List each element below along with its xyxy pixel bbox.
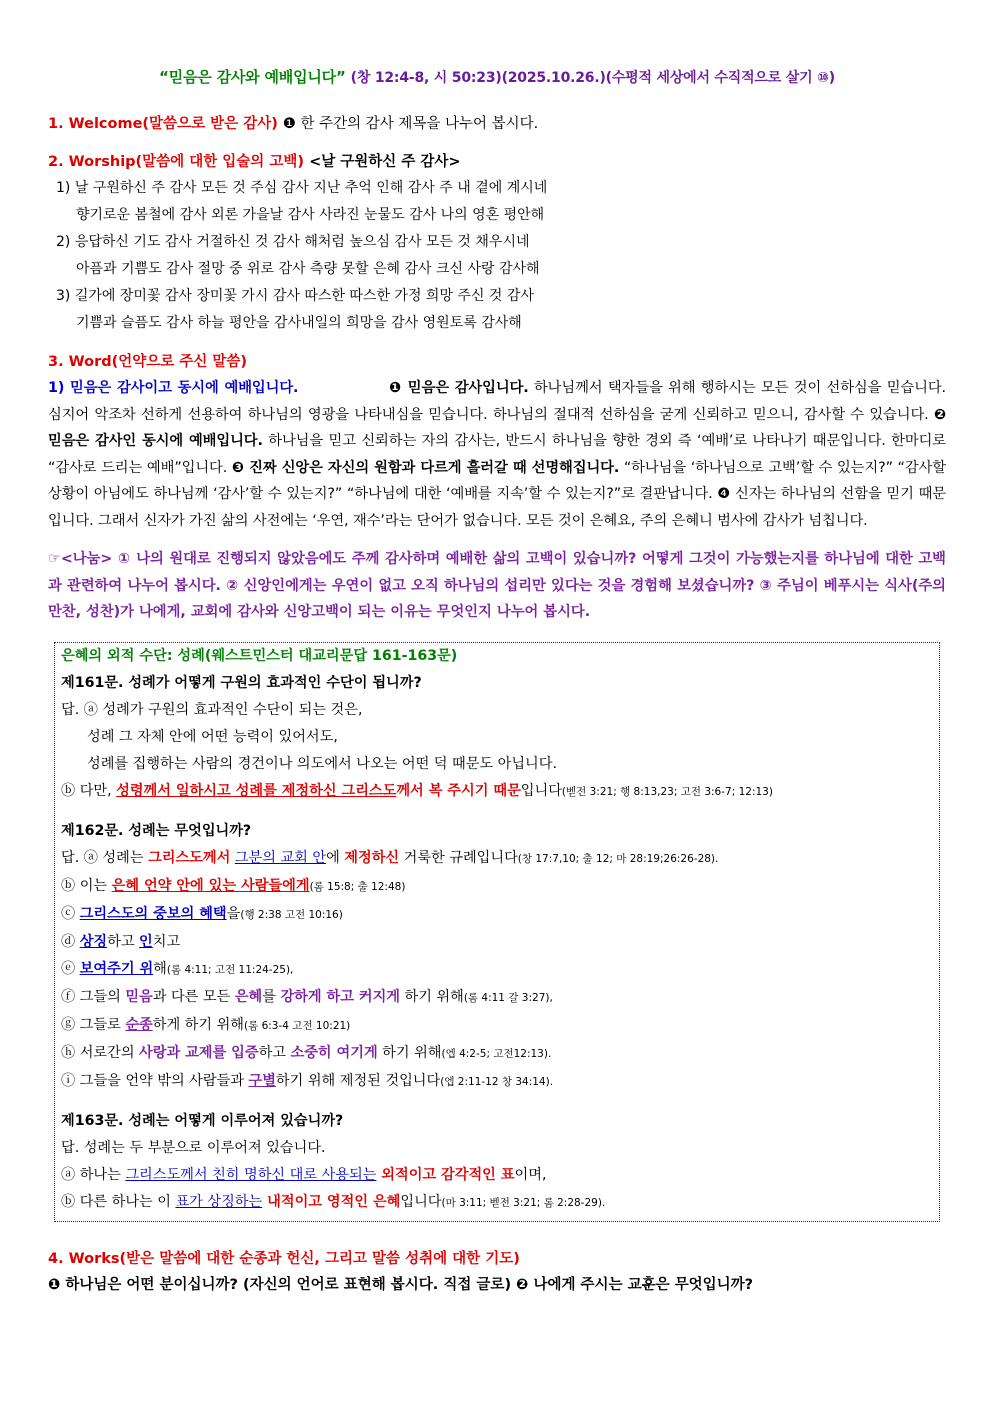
emphasis-text: 그분의 교회 안 <box>234 849 327 866</box>
scripture-ref: (롬 15:8; 출 12:48) <box>309 880 406 893</box>
emphasis-text: 제정하신 <box>344 849 400 866</box>
hymn-line: 1) 날 구원하신 주 감사 모든 것 주심 감사 지난 추억 인해 감사 주 내 곁에 계시네 <box>56 180 548 196</box>
answer-line: 성례 그 자체 안에 어떤 능력이 있어서도, <box>87 728 338 745</box>
answer-line: 성례를 집행하는 사람의 경건이나 의도에서 나오는 어떤 덕 때문도 아닙니다. <box>87 755 557 772</box>
answer-line: ⓒ 그리스도의 중보의 혜택을(행 2:38 고전 10:16) <box>61 905 343 922</box>
scripture-ref: (롬 4:11; 고전 11:24-25), <box>166 963 294 976</box>
answer-line: ⓓ 상징하고 인치고 <box>61 933 181 950</box>
question-162: 제162문. 성례는 무엇입니까? <box>61 822 252 839</box>
emphasis-text: 외적이고 감각적인 표 <box>376 1166 515 1183</box>
scripture-ref: (마 3:11; 벧전 3:21; 롬 2:28-29). <box>441 1196 606 1209</box>
point-3: ❸ 진짜 신앙은 자신의 원함과 다르게 흘러갈 때 선명해집니다. <box>231 459 620 476</box>
emphasis-text: 인 <box>139 933 153 950</box>
emphasis-text: 그리스도께서 친히 명하신 대로 사용되는 <box>125 1166 377 1183</box>
emphasis-text: 믿음 <box>125 988 153 1005</box>
scripture-ref: (롬 4:11 갈 3:27), <box>463 991 553 1004</box>
welcome-section <box>48 111 946 137</box>
answer-line: 답. 성례는 두 부분으로 이루어져 있습니다. <box>61 1139 326 1156</box>
emphasis-text: 상징 <box>79 933 108 950</box>
works-heading: 4. Works(받은 말씀에 대한 순종과 헌신, 그리고 말씀 성취에 대한 기도) <box>48 1250 520 1267</box>
works-questions: ❶ 하나님은 어떤 분이십니까? (자신의 언어로 표현해 봅시다. 직접 글로) ❷ 나에게 주시는 교훈은 무엇입니까? <box>48 1276 754 1293</box>
hymn-line: 기쁨과 슬픔도 감사 하늘 평안을 감사내일의 희망을 감사 영원토록 감사해 <box>76 315 522 331</box>
answer-line: ⓖ 그들로 순종하게 하기 위해(롬 6:3-4 고전 10:21) <box>61 1016 351 1033</box>
emphasis-text: 그리스도 <box>341 782 397 799</box>
point-1: ❶ 믿음은 감사입니다. <box>389 380 529 396</box>
answer-line: ⓔ 보여주기 위해(롬 4:11; 고전 11:24-25), <box>61 960 294 977</box>
worship-heading: 2. Worship(말씀에 대한 입술의 고백) <box>48 154 305 170</box>
title-reference: (창 12:4-8, 시 50:23)(2025.10.26.)(수평적 세상에서 수직적으로 살기 ⑩) <box>350 70 835 86</box>
title-main: “믿음은 감사와 예배입니다” <box>159 68 346 86</box>
answer-line: ⓐ 하나는 그리스도께서 친히 명하신 대로 사용되는 외적이고 감각적인 표이며, <box>61 1166 547 1183</box>
welcome-heading: 1. Welcome(말씀으로 받은 감사) <box>48 116 278 132</box>
scripture-ref: (행 2:38 고전 10:16) <box>240 908 343 921</box>
point-2: ❷ 믿음은 감사인 동시에 예배입니다. <box>48 406 946 449</box>
question-161: 제161문. 성례가 어떻게 구원의 효과적인 수단이 됩니까? <box>61 674 422 691</box>
point-2-text: 하나님을 믿고 신뢰하는 자의 감사는, 반드시 하나님을 향한 경외 즉 ‘예배’로 나타나기 때문입니다. 한마디로 “감사로 드리는 예배”입니다. <box>48 433 946 476</box>
word-heading: 3. Word(언약으로 주신 말씀) <box>48 354 248 370</box>
emphasis-text: 은혜 언약 안에 있는 사람들에게 <box>111 877 310 894</box>
box-heading: 은혜의 외적 수단: 성례(웨스트민스터 대교리문답 161-163문) <box>61 647 458 664</box>
worship-section <box>48 149 946 175</box>
page-title <box>48 66 946 87</box>
emphasis-text: 순종 <box>125 1016 153 1033</box>
hymn-line: 2) 응답하신 기도 감사 거절하신 것 감사 해처럼 높으심 감사 모든 것 채우시네 <box>56 234 530 250</box>
hymn-line: 향기로운 봄철에 감사 외론 가을날 감사 사라진 눈물도 감사 나의 영혼 평안해 <box>76 207 545 223</box>
emphasis-text: 께서 복 주시기 때문 <box>396 782 521 799</box>
hymn-lyrics <box>48 175 946 337</box>
question-163: 제163문. 성례는 어떻게 이루어져 있습니까? <box>61 1112 344 1129</box>
emphasis-text: 성령께서 일하시고 성례를 제정하신 <box>116 782 342 799</box>
scripture-ref: (벧전 3:21; 행 8:13,23; 고전 3:6-7; 12:13) <box>561 785 773 798</box>
answer-line: ⓕ 그들의 믿음과 다른 모든 은혜를 강하게 하고 커지게 하기 위해(롬 4:11 갈 3:27), <box>61 988 553 1005</box>
emphasis-text: 그리스도께서 <box>148 849 231 866</box>
scripture-ref: (롬 6:3-4 고전 10:21) <box>244 1019 351 1032</box>
emphasis-text: 보여주기 위 <box>79 960 154 977</box>
scripture-ref: (엡 4:2-5; 고전12:13). <box>441 1047 552 1060</box>
discussion-questions: ☞<나눔> ① 나의 원대로 진행되지 않았음에도 주께 감사하며 예배한 삶의 고백이 있습니까? 어떻게 그것이 가능했는지를 하나님에 대한 고백과 관련하여 나누어 봅시다. ② 신앙인에게는 우연이 없고 오직 하나님의 섭리만 있다는 것을 경험해 보셨습니까? ③ 주님이 베푸시는 식사(주의 만찬, 성찬)가 나에게, 교회에 감사와 신앙고백이 되는 이유는 무엇인지 나누어 봅시다. <box>48 551 946 620</box>
scripture-ref: (창 17:7,10; 출 12; 마 28:19;26:26-28). <box>517 852 719 865</box>
word-paragraph <box>48 375 946 534</box>
hymn-title: <날 구원하신 주 감사> <box>309 154 461 170</box>
emphasis-text: 구별 <box>248 1072 276 1089</box>
point-3-text: “하나님을 ‘하나님으로 고백’할 수 있는지?” “감사할 상황이 아님에도 하나님께 ‘감사’할 수 있는지?” “하나님에 대한 ‘예배를 지속’할 수 있는지?”로 결판납니다. ❹ 신자는 하나님의 선함을 믿기 때문입니다. 그래서 신자가 가진 삶의 사전에는 ‘우연, 재수’라는 단어가 없습니다. 모든 것이 은혜요, 주의 은혜니 범사에 감사가 넘칩니다. <box>48 459 946 529</box>
answer-line: 답. ⓐ 성례가 구원의 효과적인 수단이 되는 것은, <box>61 701 363 718</box>
emphasis-text: 사랑과 교제를 입증 <box>139 1044 259 1061</box>
emphasis-text: 강하게 하고 커지게 <box>280 988 400 1005</box>
answer-line: ⓗ 서로간의 사랑과 교제를 입증하고 소중히 여기게 하기 위해(엡 4:2-5; 고전12:13). <box>61 1044 552 1061</box>
welcome-text: ❶ 한 주간의 감사 제목을 나누어 봅시다. <box>282 116 539 132</box>
emphasis-text: 내적이고 영적인 은혜 <box>262 1193 401 1210</box>
answer-line: 답. ⓐ 성례는 그리스도께서 그분의 교회 안에 제정하신 거룩한 규례입니다(창 17:7,10; 출 12; 마 28:19;26:26-28). <box>61 849 719 866</box>
emphasis-text: 소중히 여기게 <box>290 1044 378 1061</box>
point-1-text: 하나님께서 택자들을 위해 행하시는 모든 것이 선하심을 믿습니다. 심지어 악조차 선하게 선용하여 하나님의 영광을 나타내심을 믿습니다. 하나님의 절대적 선하심을 굳게 신뢰하고 믿으니, 감사할 수 있습니다. <box>48 380 946 423</box>
answer-line: ⓘ 그들을 언약 밖의 사람들과 구별하기 위해 제정된 것입니다(엡 2:11-12 창 34:14). <box>61 1072 554 1089</box>
hymn-line: 아픔과 기쁨도 감사 절망 중 위로 감사 측량 못할 은혜 감사 크신 사랑 감사해 <box>76 261 540 277</box>
catechism-box <box>54 642 940 1222</box>
answer-line: ⓑ 이는 은혜 언약 안에 있는 사람들에게(롬 15:8; 출 12:48) <box>61 877 406 894</box>
answer-line: ⓑ 다만, 성령께서 일하시고 성례를 제정하신 그리스도께서 복 주시기 때문입니다(벧전 3:21; 행 8:13,23; 고전 3:6-7; 12:13) <box>61 782 773 799</box>
emphasis-text: 은혜 <box>234 988 263 1005</box>
word-subheading: 1) 믿음은 감사이고 동시에 예배입니다. <box>48 380 299 396</box>
answer-line: ⓑ 다른 하나는 이 표가 상징하는 내적이고 영적인 은혜입니다(마 3:11; 벧전 3:21; 롬 2:28-29). <box>61 1193 606 1210</box>
scripture-ref: (엡 2:11-12 창 34:14). <box>440 1075 554 1088</box>
hymn-line: 3) 길가에 장미꽃 감사 장미꽃 가시 감사 따스한 따스한 가정 희망 주신 것 감사 <box>56 288 534 304</box>
works-section <box>48 1246 946 1298</box>
emphasis-text: 표가 상징하는 <box>175 1193 263 1210</box>
emphasis-text: 그리스도의 중보의 혜택 <box>79 905 227 922</box>
